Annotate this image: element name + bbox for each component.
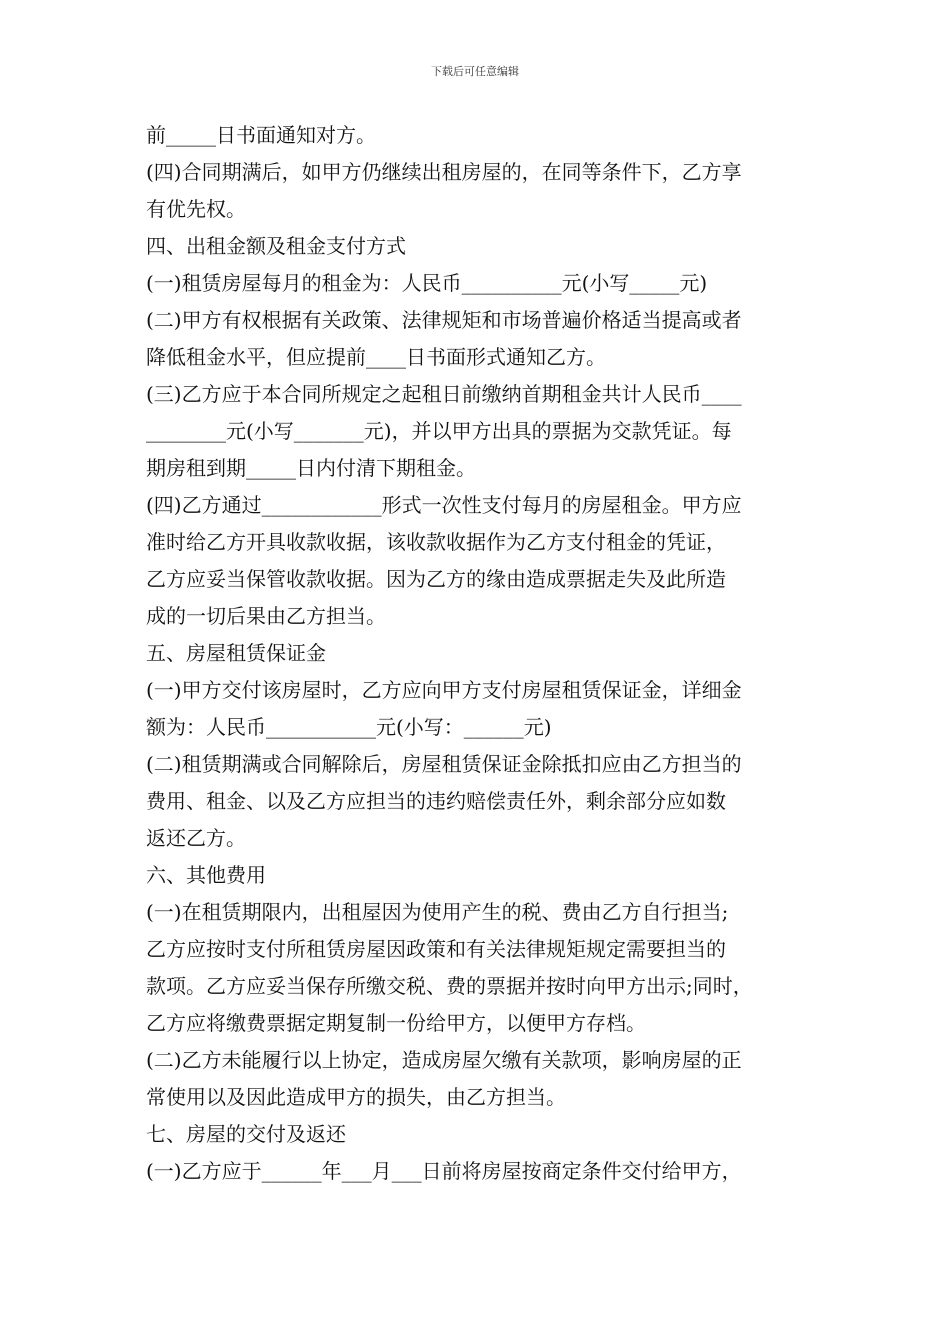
text-line: 前_____日书面通知对方。 (146, 123, 376, 147)
document-body (146, 117, 810, 1190)
text-line: (一)租赁房屋每月的租金为：人民币__________元(小写_____元) (146, 271, 708, 295)
text-line: 乙方应按时支付所租赁房屋因政策和有关法律规矩规定需要担当的 (146, 937, 726, 961)
text-line: 常使用以及因此造成甲方的损失，由乙方担当。 (146, 1085, 566, 1109)
text-line: (四)乙方通过____________形式一次性支付每月的房屋租金。甲方应 (146, 493, 742, 517)
text-line: 乙方应妥当保管收款收据。因为乙方的缘由造成票据走失及此所造 (146, 567, 726, 591)
section-heading: 六、其他费用 (146, 863, 266, 887)
text-line: 成的一切后果由乙方担当。 (146, 604, 386, 628)
section-heading: 五、房屋租赁保证金 (146, 641, 326, 665)
text-line: 降低租金水平，但应提前____日书面形式通知乙方。 (146, 345, 606, 369)
text-line: 有优先权。 (146, 197, 246, 221)
text-line: (三)乙方应于本合同所规定之起租日前缴纳首期租金共计人民币____ (146, 382, 742, 406)
text-line: 款项。乙方应妥当保存所缴交税、费的票据并按时向甲方出示;同时， (146, 974, 753, 998)
text-line: (一)乙方应于______年___月___日前将房屋按商定条件交付给甲方， (146, 1159, 742, 1183)
text-line: 额为：人民币___________元(小写：______元) (146, 715, 552, 739)
text-line: ________元(小写_______元)，并以甲方出具的票据为交款凭证。每 (146, 419, 732, 443)
text-line: 返还乙方。 (146, 826, 246, 850)
text-line: (二)乙方未能履行以上协定，造成房屋欠缴有关款项，影响房屋的正 (146, 1048, 742, 1072)
section-heading: 七、房屋的交付及返还 (146, 1122, 346, 1146)
section-heading: 四、出租金额及租金支付方式 (146, 234, 406, 258)
text-line: (四)合同期满后，如甲方仍继续出租房屋的，在同等条件下，乙方享 (146, 160, 742, 184)
text-line: (二)租赁期满或合同解除后，房屋租赁保证金除抵扣应由乙方担当的 (146, 752, 742, 776)
text-line: 乙方应将缴费票据定期复制一份给甲方，以便甲方存档。 (146, 1011, 646, 1035)
text-line: 期房租到期_____日内付清下期租金。 (146, 456, 476, 480)
text-line: (一)甲方交付该房屋时，乙方应向甲方支付房屋租赁保证金，详细金 (146, 678, 742, 702)
text-line: 费用、租金、以及乙方应担当的违约赔偿责任外，剩余部分应如数 (146, 789, 726, 813)
text-line: 准时给乙方开具收款收据，该收款收据作为乙方支付租金的凭证， (146, 530, 726, 554)
text-line: (一)在租赁期限内，出租屋因为使用产生的税、费由乙方自行担当; (146, 900, 729, 924)
text-line: (二)甲方有权根据有关政策、法律规矩和市场普遍价格适当提高或者 (146, 308, 742, 332)
page-header: 下载后可任意编辑 (431, 65, 519, 78)
